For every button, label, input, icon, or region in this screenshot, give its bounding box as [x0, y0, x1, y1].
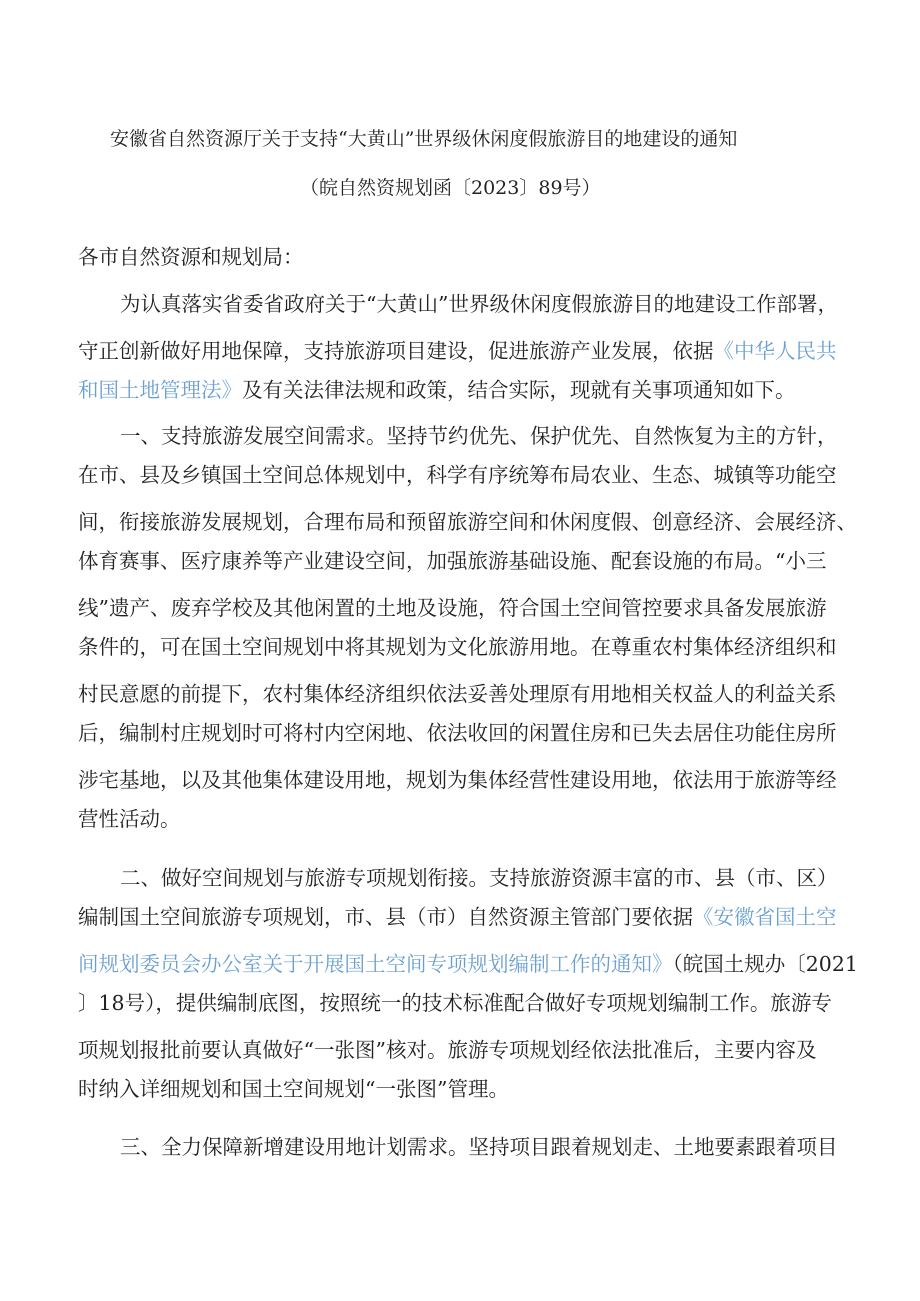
paragraph-line: 为认真落实省委省政府关于“大黄山”世界级休闲度假旅游目的地建设工作部署，	[120, 292, 838, 316]
document-title: 安徽省自然资源厅关于支持“大黄山”世界级休闲度假旅游目的地建设的通知	[110, 128, 738, 150]
paragraph-line	[78, 337, 837, 365]
paragraph-line: 后，编制村庄规划时可将村内空闲地、依法收回的闲置住房和已失去居住功能住房所	[78, 721, 837, 745]
paragraph-line: 涉宅基地，以及其他集体建设用地，规划为集体经营性建设用地，依法用于旅游等经	[78, 768, 837, 792]
salutation: 各市自然资源和规划局：	[78, 245, 304, 269]
paragraph-line	[78, 903, 837, 931]
paragraph-line: 线”遗产、废弃学校及其他闲置的土地及设施，符合国土空间管控要求具备发展旅游	[78, 596, 827, 620]
section-1-heading-line: 一、支持旅游发展空间需求。坚持节约优先、保护优先、自然恢复为主的方针，	[120, 424, 838, 448]
paragraph-text: 编制国土空间旅游专项规划，市、县（市）自然资源主管部门要依据	[78, 905, 693, 929]
paragraph-line	[78, 950, 858, 978]
paragraph-line	[78, 376, 796, 404]
paragraph-line: 体育赛事、医疗康养等产业建设空间，加强旅游基础设施、配套设施的布局。“小三	[78, 549, 827, 573]
section-2-heading-line: 二、做好空间规划与旅游专项规划衔接。支持旅游资源丰富的市、县（市、区）	[120, 866, 838, 890]
document-number: （皖自然资规划函〔2023〕89号）	[300, 177, 601, 199]
planning-notice-link[interactable]: 《安徽省国土空	[693, 905, 837, 929]
paragraph-line: 间，衔接旅游发展规划，合理布局和预留旅游空间和休闲度假、创意经济、会展经济、	[78, 510, 857, 534]
planning-notice-link-cont[interactable]: 间规划委员会办公室关于开展国土空间专项规划编制工作的通知》	[78, 952, 673, 976]
land-law-link[interactable]: 《中华人民共	[713, 339, 837, 363]
paragraph-line: 时纳入详细规划和国土空间规划“一张图”管理。	[78, 1077, 509, 1101]
paragraph-text: （皖国土规办〔2021	[672, 952, 858, 976]
land-law-link-cont[interactable]: 和国土地管理法》	[78, 378, 242, 402]
paragraph-text: 及有关法律法规和政策，结合实际，现就有关事项通知如下。	[242, 378, 796, 402]
paragraph-line: 项规划报批前要认真做好“一张图”核对。旅游专项规划经依法批准后，主要内容及	[78, 1038, 817, 1062]
paragraph-line: 村民意愿的前提下，农村集体经济组织依法妥善处理原有用地相关权益人的利益关系	[78, 682, 837, 706]
paragraph-line: 营性活动。	[78, 807, 181, 831]
paragraph-line: 在市、县及乡镇国土空间总体规划中，科学有序统筹布局农业、生态、城镇等功能空	[78, 463, 837, 487]
section-3-heading-line: 三、全力保障新增建设用地计划需求。坚持项目跟着规划走、土地要素跟着项目	[120, 1135, 838, 1159]
paragraph-line: 条件的，可在国土空间规划中将其规划为文化旅游用地。在尊重农村集体经济组织和	[78, 635, 837, 659]
paragraph-text: 守正创新做好用地保障，支持旅游项目建设，促进旅游产业发展，依据	[78, 339, 714, 363]
paragraph-line: 〕18号），提供编制底图，按照统一的技术标准配合做好专项规划编制工作。旅游专	[78, 991, 832, 1015]
